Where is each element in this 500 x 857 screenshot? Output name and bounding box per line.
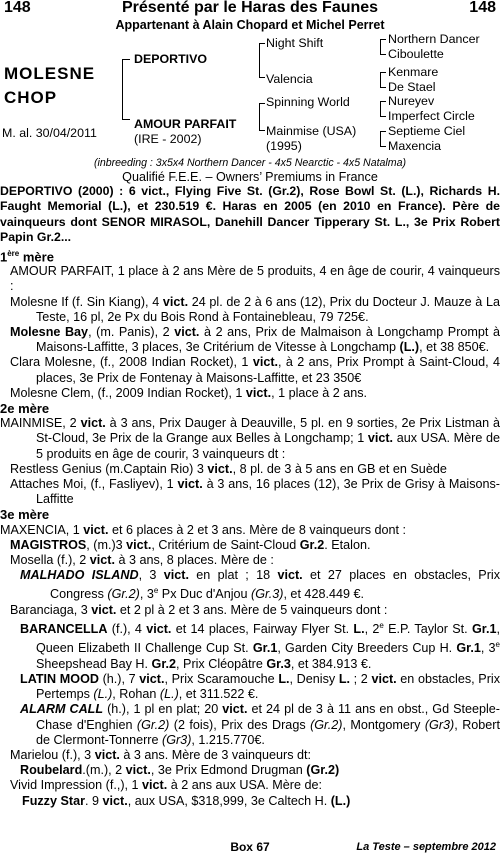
t: et 24 pl de 3 à 11 ans en obst., Gd Steeple-Chase d'Enghien [36, 702, 500, 732]
b: BARANCELLA [20, 622, 108, 637]
t: (f.), 4 [107, 622, 147, 637]
ggp-2: Ciboulette [388, 47, 444, 61]
sire-paragraph: DEPORTIVO (2000) : 6 vict., Flying Five St. (Gr.2), Rose Bowl St. (L.), Richards H. Faught Memorial (L.), et 230.519 €. Haras en 2005 (en 2010 en France). Père de vainqueurs dont SENOR MIRASOL, Danehill Dancer Tipperary St. L., 3e Prix Robert Papin Gr.2... [0, 184, 500, 245]
t: MAINMISE, 2 [0, 416, 81, 431]
t: , Prix Scaramouche [164, 672, 279, 686]
section-first-dam-num: 1 [0, 248, 8, 264]
bracket-gg2 [380, 72, 386, 88]
b: vict. [80, 416, 106, 431]
t: et 27 places en obstacles, Prix Congress [50, 568, 500, 602]
t: , Robert de Clermont-Tonnerre [36, 717, 500, 747]
t: , (m. Panis), 2 [88, 324, 175, 339]
t: en obstacles, Prix Pertemps [36, 672, 500, 702]
t: , Garden City Breeders Cup H. [277, 641, 457, 656]
produce-vivid-impression [0, 778, 500, 793]
i: (L.) [159, 687, 179, 702]
b: L. [278, 672, 290, 686]
t: à 3 ans, Prix Dauger à Deauville, 5 pl. en 9 sorties, 2e Prix Listman à St-Cloud, 3e Prix de la Grange aux Belles à Longchamp; 1 [36, 416, 500, 446]
t: , à 2 ans, Prix Prompt à Saint-Cloud, 4 places, 3e Prix de Fontenay à Maisons-Laffitte, et 23 350€ [36, 355, 500, 385]
t: , aux USA, $318,999, 3e Caltech H. [127, 793, 331, 808]
b: vict. [371, 672, 397, 686]
t: en plat ; 18 [188, 568, 278, 583]
b: Gr.1 [471, 622, 497, 637]
b: ALARM CALL [20, 702, 104, 717]
bracket-gg3 [380, 101, 386, 117]
bracket-parents [122, 59, 130, 120]
second-dam-intro [0, 416, 500, 462]
produce-malhado-island [0, 568, 500, 603]
i: (Gr.2) [107, 587, 140, 602]
b: Gr.1 [252, 641, 278, 656]
t: , 1.215.770€. [191, 732, 265, 747]
section-second-dam: 2e mère [0, 400, 50, 416]
t: , Rohan [112, 687, 160, 702]
t: Restless Genius (m.Captain Rio) 3 [10, 461, 208, 476]
i: (L.) [93, 687, 113, 702]
t: (h.), 7 [98, 672, 140, 686]
b: vict. [139, 672, 165, 686]
footer-place-date: La Teste – septembre 2012 [356, 841, 496, 853]
produce-molesne-clem [0, 386, 500, 401]
t: à 3 ans. Mère de 3 vainqueurs dt: [119, 748, 312, 763]
t: et 2 pl à 2 et 3 ans. Mère de 5 vainqueurs dont : [116, 602, 388, 617]
t: Clara Molesne, (f., 2008 Indian Rocket), 1 [10, 355, 253, 370]
produce-fuzzy-star [0, 794, 500, 809]
b: LATIN MOOD [20, 672, 99, 686]
t: E.P. Taylor St. [383, 622, 472, 637]
header-subtitle: Appartenant à Alain Chopard et Michel Perret [115, 18, 385, 32]
dam-name: AMOUR PARFAIT [134, 117, 237, 131]
b: Gr.2 [151, 656, 177, 671]
bracket-sire-line [259, 43, 265, 78]
produce-marielou [0, 748, 500, 763]
b: Gr.1 [456, 641, 481, 656]
section-first-dam [0, 246, 500, 265]
t: . Etalon. [324, 537, 371, 552]
t: Molesne Clem, (f., 2009 Indian Rocket), 1 [10, 385, 246, 400]
b: vict. [102, 793, 128, 808]
third-dam-intro [0, 523, 500, 538]
t: aux USA. Mère de 5 produits en âge de courir, 3 vainqueurs dt : [36, 431, 500, 461]
bracket-gg1 [380, 39, 386, 55]
produce-molesne-bay [0, 325, 500, 355]
produce-molesne-if [0, 295, 500, 325]
footer-box: Box 67 [230, 840, 270, 854]
dam-dam-year: (1995) [266, 139, 302, 153]
b: vict. [146, 622, 172, 637]
ggp-4: De Stael [388, 80, 436, 94]
b: vict. [252, 355, 279, 370]
t: (h.), 1 pl en plat; 20 [103, 702, 223, 717]
t: . 9 [84, 793, 103, 808]
b: vict. [163, 568, 189, 583]
t: à 2 ans, Prix de Malmaison à Longchamp Prompt à Maisons-Laffitte, 3 places, 3e Critérium de Vitesse à Longchamp [36, 324, 500, 355]
body-text [0, 184, 500, 809]
t: , et 428.449 €. [283, 587, 364, 602]
b: vict. [245, 385, 272, 400]
t: Attaches Moi, (f., Fasliyev), 1 [10, 477, 178, 491]
t: (2 fois), Prix des Drags [169, 717, 311, 732]
b: vict. [177, 477, 203, 491]
i: (Gr3) [424, 717, 455, 732]
b: Gr.3 [266, 656, 291, 671]
b: vict. [367, 431, 394, 446]
b: vict. [207, 461, 233, 476]
b: vict. [83, 522, 109, 537]
t: , 3 [480, 641, 496, 656]
first-dam-intro-text: AMOUR PARFAIT, 1 place à 2 ans Mère de 5 produits, 4 en âge de courir, 4 vainqueurs : [10, 264, 500, 294]
t: , et 311.522 €. [178, 687, 259, 702]
b: Fuzzy Star [22, 793, 85, 808]
t: .(m.), 2 [82, 763, 126, 778]
b: L. [353, 622, 365, 637]
b: MALHADO ISLAND [20, 568, 139, 583]
t: Sheepshead Bay H. [36, 656, 152, 671]
sire-sire: Night Shift [266, 36, 324, 50]
b: L. [338, 672, 351, 686]
t: Molesne If (f. Sin Kiang), 4 [10, 294, 163, 309]
produce-latin-mood [0, 672, 500, 702]
sup-e: e [379, 621, 384, 631]
b: vict. [91, 602, 117, 617]
ggp-5: Nureyev [388, 94, 435, 108]
t: , et 38 850€. [419, 340, 490, 355]
b: MAGISTROS [10, 537, 87, 552]
t: Baranciaga, 3 [10, 602, 92, 617]
b: vict. [174, 324, 200, 339]
ggp-7: Septieme Ciel [388, 124, 466, 138]
ggp-8: Maxencia [388, 139, 442, 153]
t: , Queen Elizabeth II Challenge Cup St. [36, 622, 500, 656]
b: vict. [94, 748, 120, 763]
t: , 1 place à 2 ans. [271, 385, 368, 400]
t: , 2 [364, 622, 380, 637]
bracket-gg4 [380, 131, 386, 147]
t: à 3 ans, 8 places. Mère de : [114, 553, 274, 568]
b: vict. [142, 778, 168, 793]
t: à 3 ans, 16 places (12), 3e Prix de Grisy à Maisons-Laffitte [36, 477, 500, 507]
b: vict. [125, 763, 151, 778]
t: , 8 pl. de 3 à 5 ans en GB et en Suède [232, 461, 447, 476]
sire-dam: Valencia [266, 72, 313, 86]
inbreeding-note: (inbreeding : 3x5x4 Northern Dancer - 4x5 Nearctic - 4x5 Natalma) [93, 157, 407, 169]
b: Gr.2 [299, 537, 325, 552]
t: , Critérium de Saint-Cloud [151, 537, 300, 552]
b: Molesne Bay [10, 324, 89, 339]
t: , et 384.913 €. [290, 656, 372, 671]
b: (L.) [330, 793, 351, 808]
t: , Denisy [289, 672, 339, 686]
ggp-6: Imperfect Circle [388, 109, 475, 123]
produce-attaches-moi [0, 477, 500, 507]
t: Vivid Impression (f.,), 1 [10, 778, 143, 793]
qualification-note: Qualifié F.E.E. – Owners’ Premiums in France [122, 170, 378, 184]
produce-clara-molesne [0, 355, 500, 385]
i: (Gr.2) [136, 717, 170, 732]
b: Roubelard [20, 763, 83, 778]
t: et 14 places, Fairway Flyer St. [171, 622, 354, 637]
sire-name: DEPORTIVO [134, 52, 207, 66]
produce-magistros [0, 538, 500, 553]
t: , Prix Cléopâtre [176, 656, 267, 671]
produce-baranciaga [0, 603, 500, 618]
t: , 3e Prix Edmond Drugman [150, 763, 307, 778]
i: (Gr3) [162, 732, 192, 747]
t: , Montgomery [342, 717, 425, 732]
horse-name-line1: MOLESNE [4, 64, 96, 83]
t: Marielou (f.), 3 [10, 748, 95, 763]
t: , 3 [138, 568, 164, 583]
section-first-dam-word: mère [19, 248, 54, 264]
produce-roubelard [0, 763, 500, 778]
dam-sire: Spinning World [266, 95, 350, 109]
b: vict. [89, 553, 115, 568]
b: (Gr.2) [306, 763, 340, 778]
section-third-dam: 3e mère [0, 507, 50, 523]
t: à 2 ans aux USA. Mère de: [167, 778, 322, 793]
bracket-dam-line [259, 103, 265, 131]
header-title: Présenté par le Haras des Faunes [121, 0, 379, 16]
produce-mosella [0, 553, 500, 568]
first-dam-intro [0, 264, 500, 294]
i: (Gr.3) [251, 587, 284, 602]
b: vict. [162, 294, 189, 309]
t: et 6 places à 2 et 3 ans. Mère de 8 vainqueurs dont : [108, 522, 407, 537]
t: 24 pl. de 2 à 6 ans (12), Prix du Docteur J. Mauze à La Teste, 16 pl, 2e Px du Bois Rond à Fontainebleau, 79 725€. [36, 294, 500, 324]
b: vict. [277, 568, 303, 583]
produce-restless-genius [0, 462, 500, 477]
b: (L.) [399, 340, 420, 355]
horse-details: M. al. 30/04/2011 [2, 126, 97, 140]
dam-dam: Mainmise (USA) [266, 124, 357, 138]
i: (Gr.2) [310, 717, 343, 732]
section-first-dam-sup: ère [7, 248, 20, 258]
ggp-1: Northern Dancer [388, 32, 480, 46]
ggp-3: Kenmare [388, 65, 439, 79]
lot-number-right: 148 [469, 0, 496, 16]
produce-alarm-call [0, 702, 500, 748]
t: ; 2 [350, 672, 372, 686]
horse-name-line2: CHOP [4, 88, 58, 107]
t: Px Duc d'Anjou [158, 587, 252, 602]
dam-origin: (IRE - 2002) [134, 132, 202, 146]
b: vict. [222, 702, 248, 717]
t: , 3 [139, 587, 154, 602]
sup-e: e [153, 586, 159, 596]
t: Mosella (f.), 2 [10, 553, 90, 568]
b: vict. [126, 537, 152, 552]
t: , (m.)3 [86, 537, 127, 552]
lot-number-left: 148 [4, 0, 31, 16]
produce-barancella [0, 618, 500, 672]
t: MAXENCIA, 1 [0, 522, 84, 537]
sup-e: e [495, 640, 500, 650]
